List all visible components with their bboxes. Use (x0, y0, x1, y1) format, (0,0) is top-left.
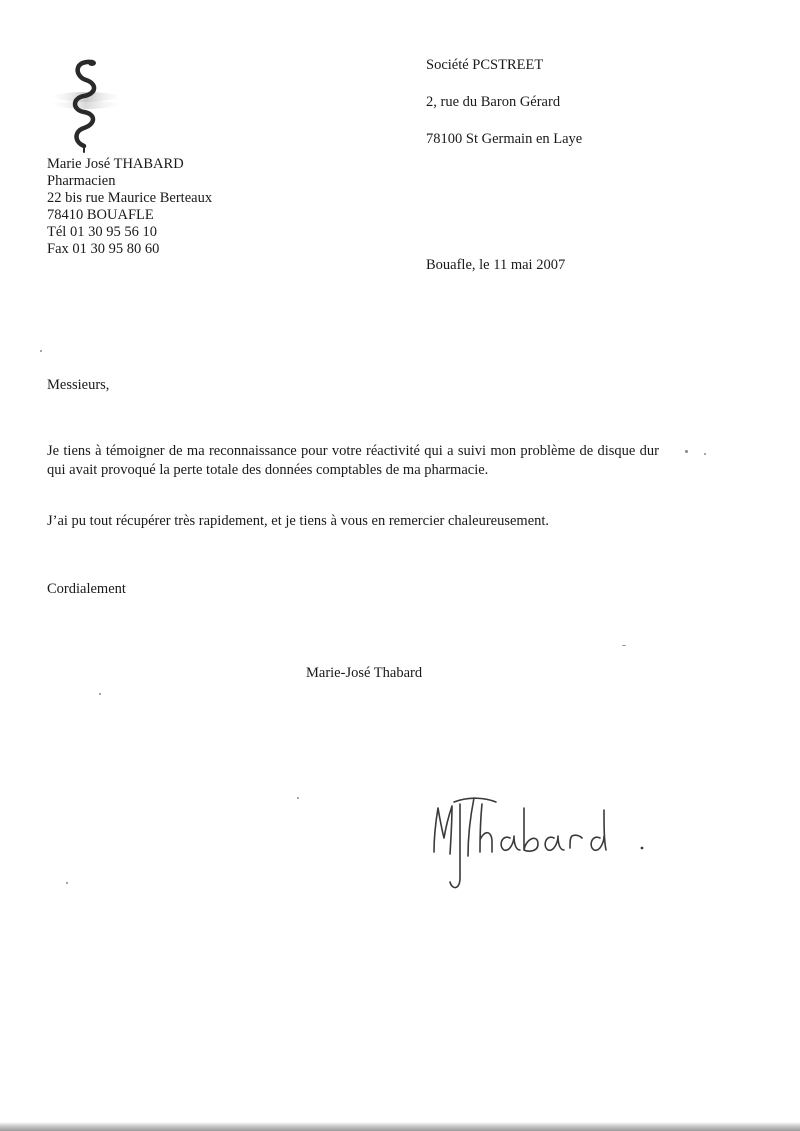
recipient-street: 2, rue du Baron Gérard (426, 94, 561, 110)
sender-street: 22 bis rue Maurice Berteaux (47, 190, 213, 206)
sender-address (47, 156, 212, 258)
body-paragraph-1: Je tiens à témoigner de ma reconnaissance pour votre réactivité qui a suivi mon problème de disque dur qui avait provoqué la perte totale des données comptables de ma pharmacie. (47, 443, 659, 478)
sender-city: 78410 BOUAFLE (47, 207, 154, 223)
scan-speck (685, 450, 688, 453)
scan-speck (297, 797, 299, 799)
recipient-city: 78100 St Germain en Laye (426, 131, 583, 147)
sender-fax: Fax 01 30 95 80 60 (47, 241, 160, 257)
scan-speck (704, 453, 706, 455)
recipient-company: Société PCSTREET (426, 57, 544, 73)
scan-speck (40, 350, 42, 352)
letter-date: Bouafle, le 11 mai 2007 (426, 257, 566, 273)
sender-phone: Tél 01 30 95 56 10 (47, 224, 157, 240)
scan-speck (99, 693, 101, 695)
sender-title: Pharmacien (47, 173, 116, 189)
scan-edge (0, 1122, 800, 1131)
sender-name: Marie José THABARD (47, 156, 184, 172)
scan-speck (66, 882, 68, 884)
closing: Cordialement (47, 581, 126, 597)
body-paragraph-2: J’ai pu tout récupérer très rapidement, et je tiens à vous en remercier chaleureusement. (47, 513, 550, 529)
scan-speck (622, 645, 626, 646)
handwritten-signature (424, 790, 654, 900)
salutation: Messieurs, (47, 377, 110, 393)
pharmacy-logo-icon (44, 58, 128, 154)
recipient-address (426, 57, 582, 168)
signer-name: Marie-José Thabard (306, 665, 423, 681)
